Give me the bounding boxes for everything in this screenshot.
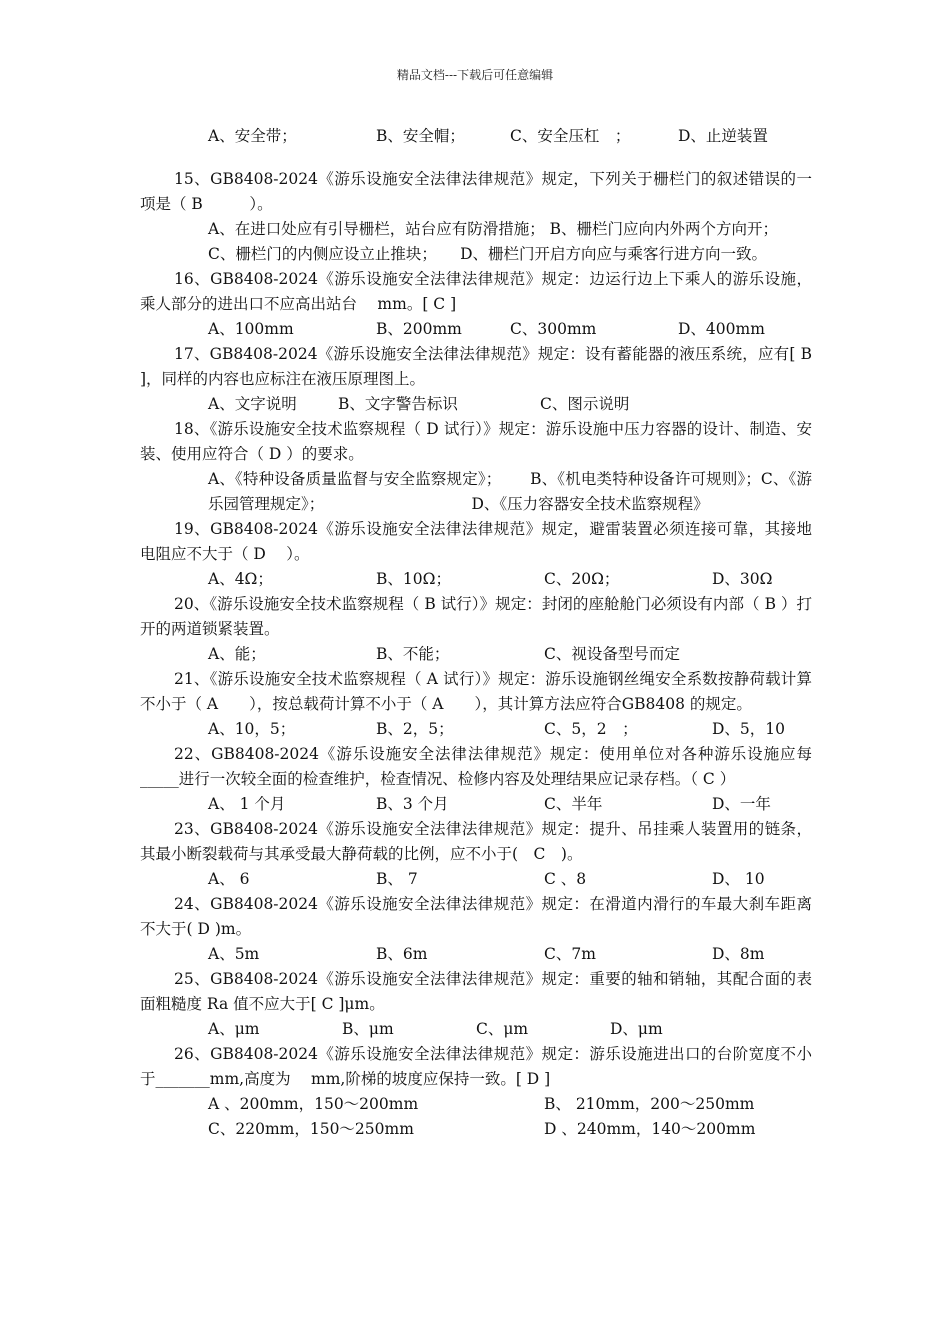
q15-options-line1: A、在进口处应有引导栅栏，站台应有防滑措施； B、栅栏门应向内外两个方向开；: [208, 220, 779, 238]
option-a: A、文字说明: [208, 395, 297, 413]
q24-options: [140, 942, 812, 967]
option-d: D、8m: [712, 945, 765, 963]
question-23: 23、GB8408-2024《游乐设施安全法律法律规范》规定：提升、吊挂乘人装置用的链条，其最小断裂载荷与其承受最大静荷载的比例，应不小于( C )。: [140, 820, 812, 863]
option-c: C、视设备型号而定: [544, 645, 680, 663]
option-b: B、2，5；: [376, 720, 454, 738]
option-c: C、半年: [544, 795, 603, 813]
question-20: 20、《游乐设施安全技术监察规程（ B 试行）》规定：封闭的座舱舱门必须设有内部（ B ）打开的两道锁紧装置。: [140, 595, 812, 638]
question-25: 25、GB8408-2024《游乐设施安全法律法律规范》规定：重要的轴和销轴，其配合面的表面粗糙度 Ra 值不应大于[ C ]μm。: [140, 970, 812, 1013]
option-a: A、100mm: [208, 320, 294, 338]
option-a: A 、200mm，150～200mm: [208, 1095, 419, 1113]
option-b: B、 210mm，200～250mm: [544, 1095, 755, 1113]
question-24: 24、GB8408-2024《游乐设施安全法律法律规范》规定：在滑道内滑行的车最大刹车距离不大于( D )m。: [140, 895, 812, 938]
option-b: B、μm: [342, 1020, 394, 1038]
option-b: B、 7: [376, 870, 418, 888]
option-a: A、安全带；: [208, 127, 297, 145]
option-d: D、400mm: [678, 320, 765, 338]
question-15: 15、GB8408-2024《游乐设施安全法律法律规范》规定，下列关于栅栏门的叙述错误的一项是（ B ）。: [140, 170, 812, 213]
option-a: A、 1 个月: [208, 795, 286, 813]
q26-options-row1: [140, 1092, 812, 1117]
option-c: C、7m: [544, 945, 596, 963]
option-c: C、300mm: [510, 320, 597, 338]
option-d: D、30Ω: [712, 570, 773, 588]
q15-options-line2: C、栅栏门的内侧应设立止推块； D、栅栏门开启方向应与乘客行进方向一致。: [208, 245, 768, 263]
q20-options: [140, 642, 812, 667]
q21-options: [140, 717, 812, 742]
option-c: C 、8: [544, 870, 587, 888]
option-c: C、20Ω；: [544, 570, 620, 588]
q23-options: [140, 867, 812, 892]
page-header: 精品文档---下载后可任意编辑: [396, 68, 554, 82]
question-16: 16、GB8408-2024《游乐设施安全法律法律规范》规定：边运行边上下乘人的游乐设施，乘人部分的进出口不应高出站台 mm。[ C ]: [140, 270, 812, 313]
q17-options: [140, 392, 812, 417]
option-c: C、图示说明: [540, 395, 630, 413]
question-21: 21、《游乐设施安全技术监察规程（ A 试行）》规定：游乐设施钢丝绳安全系数按静荷载计算不小于（ A ），按总载荷计算不小于（ A ），其计算方法应符合GB8408 的规定。: [140, 670, 812, 713]
option-d: D、一年: [712, 795, 771, 813]
option-a: A、10，5；: [208, 720, 296, 738]
option-a: A、4Ω；: [208, 570, 273, 588]
option-a: A、5m: [208, 945, 260, 963]
q18-options: A、《特种设备质量监督与安全监察规定》； B、《机电类特种设备许可规则》；C、《游乐园管理规定》； D、《压力容器安全技术监察规程》: [208, 470, 812, 513]
question-26: 26、GB8408-2024《游乐设施安全法律法律规范》规定：游乐设施进出口的台阶宽度不小于_______mm,高度为 mm,阶梯的坡度应保持一致。[ D ]: [140, 1045, 812, 1088]
option-c: C、5，2 ；: [544, 720, 638, 738]
q19-options: [140, 567, 812, 592]
option-d: D、μm: [610, 1020, 663, 1038]
option-c: C、220mm，150～250mm: [208, 1120, 414, 1138]
q16-options: [140, 317, 812, 342]
option-b: B、不能；: [376, 645, 450, 663]
question-18: 18、《游乐设施安全技术监察规程（ D 试行）》规定：游乐设施中压力容器的设计、制造、安装、使用应符合（ D ）的要求。: [140, 420, 812, 463]
q22-options: [140, 792, 812, 817]
option-a: A、 6: [208, 870, 250, 888]
question-22: 22、GB8408-2024《游乐设施安全法律法律规范》规定：使用单位对各种游乐设施应每_____进行一次较全面的检查维护，检查情况、检修内容及处理结果应记录存档。（ C ）: [140, 745, 812, 788]
option-b: B、3 个月: [376, 795, 449, 813]
question-19: 19、GB8408-2024《游乐设施安全法律法律规范》规定，避雷装置必须连接可靠，其接地电阻应不大于（ D ）。: [140, 520, 812, 563]
option-b: B、10Ω；: [376, 570, 451, 588]
q14-options: [140, 124, 812, 149]
option-d: D 、240mm，140～200mm: [544, 1120, 756, 1138]
option-a: A、能；: [208, 645, 266, 663]
option-b: B、6m: [376, 945, 428, 963]
option-a: A、μm: [208, 1020, 260, 1038]
option-b: B、文字警告标识: [338, 395, 458, 413]
option-b: B、安全帽；: [376, 127, 465, 145]
option-b: B、200mm: [376, 320, 462, 338]
option-d: D、止逆装置: [678, 127, 768, 145]
q26-options-row2: [140, 1117, 812, 1142]
document-body: [140, 124, 812, 1142]
question-17: 17、GB8408-2024《游乐设施安全法律法律规范》规定：设有蓄能器的液压系统，应有[ B ]，同样的内容也应标注在液压原理图上。: [140, 345, 812, 388]
q25-options: [140, 1017, 812, 1042]
option-c: C、安全压杠 ；: [510, 127, 631, 145]
option-d: D、5，10: [712, 720, 786, 738]
option-d: D、 10: [712, 870, 765, 888]
option-c: C、μm: [476, 1020, 529, 1038]
